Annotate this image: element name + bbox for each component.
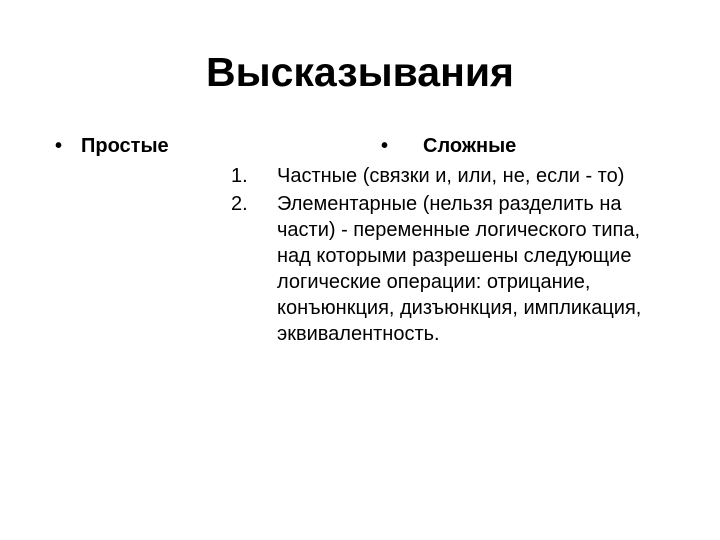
list-item-text: Элементарные (нельзя разделить на части) - переменные логического типа, над которыми разрешены следующие логические операции: отрицание, конъюнкция, дизъюнкция, импликация, эквивалентность.	[277, 193, 642, 345]
list-item	[231, 191, 691, 347]
slide-title: Высказывания	[205, 49, 514, 95]
list-item	[231, 163, 691, 189]
bullet-label-simple: Простые	[81, 135, 169, 157]
bullet-marker: •	[55, 135, 63, 157]
list-number: 2.	[231, 193, 248, 215]
complex-statements-list	[231, 163, 691, 349]
bullet-marker: •	[381, 135, 389, 157]
bullet-label-complex: Сложные	[423, 135, 517, 157]
list-item-text: Частные (связки и, или, не, если - то)	[277, 165, 625, 187]
bullet-complex	[381, 133, 516, 159]
list-number: 1.	[231, 165, 248, 187]
bullet-simple	[55, 133, 169, 159]
